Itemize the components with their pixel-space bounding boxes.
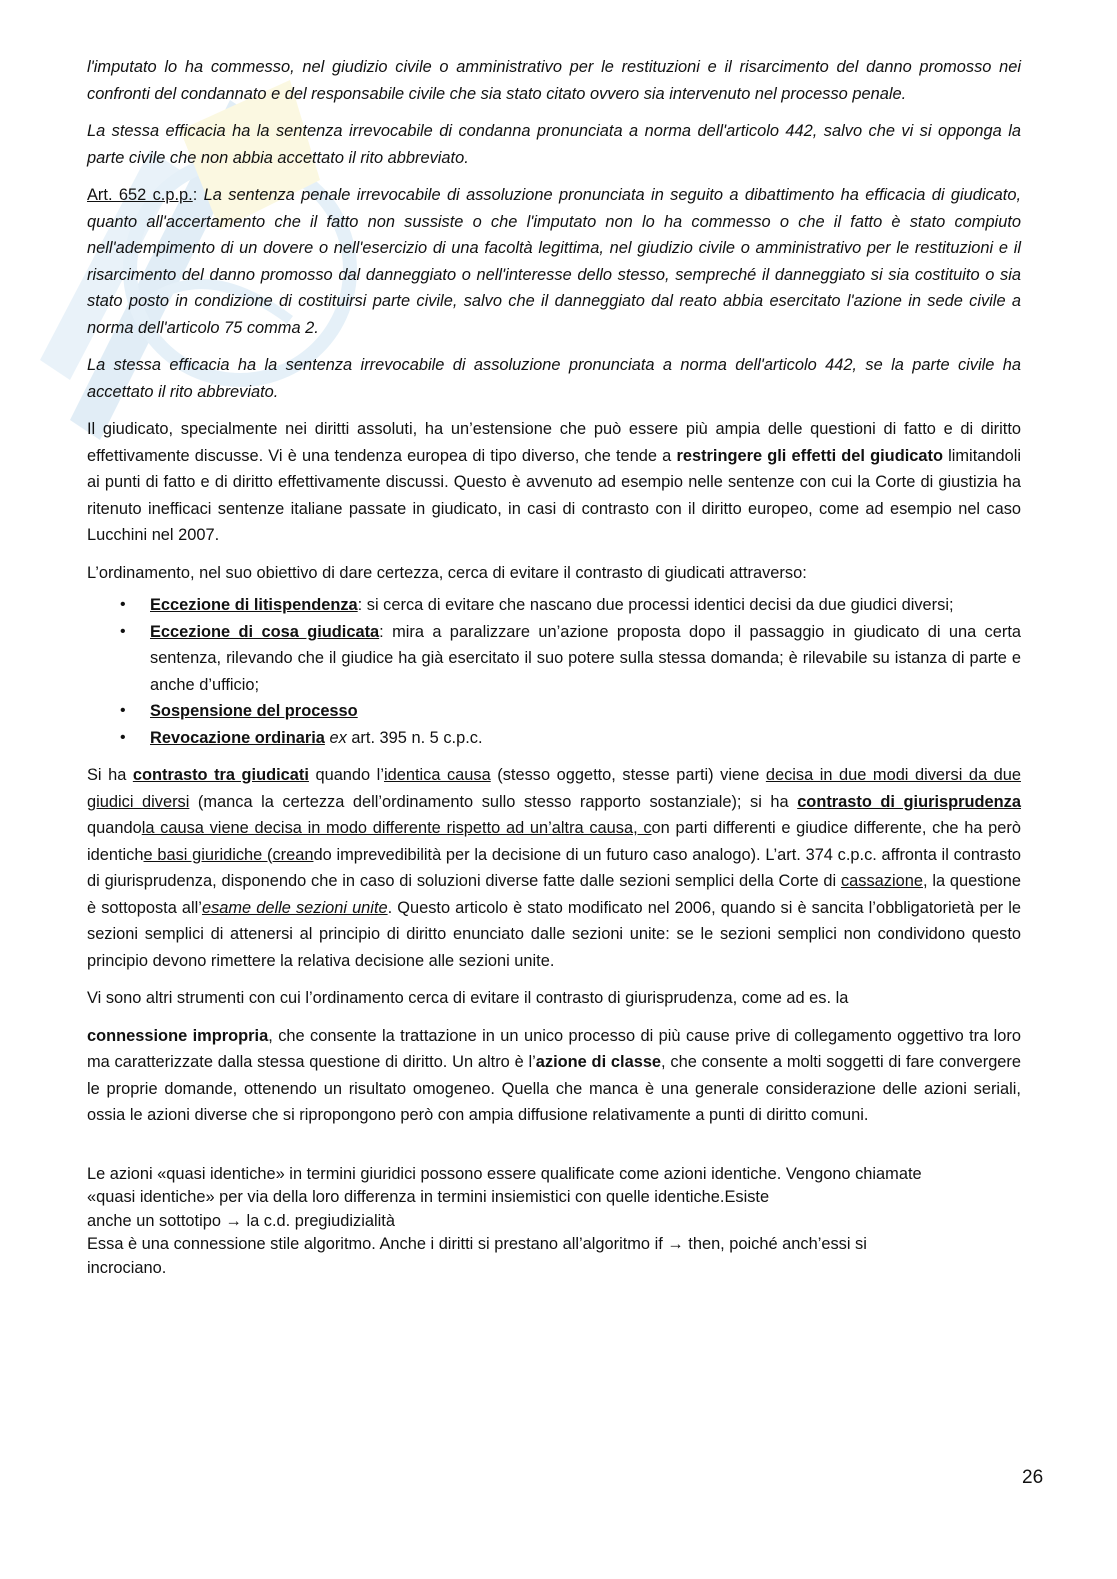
text-run: , la questione è sottoposta all’ (87, 872, 1021, 917)
bullet-list (87, 592, 1021, 751)
paragraph-art-652 (87, 182, 1021, 341)
page-number: 26 (1022, 1467, 1044, 1488)
text-run: quando (87, 819, 142, 837)
blank-spacer (87, 1129, 1021, 1163)
bold-term: restringere gli effetti del giudicato (676, 446, 943, 465)
bullet-icon: • (120, 596, 126, 613)
bullet-text: : mira a paralizzare un’azione proposta dopo il passaggio in giudicato di una certa sentenza, rilevando che il giudice ha già esercitato il suo potere sulla stessa domanda; è rilevabile su istanza di parte e anche d’ufficio; (150, 622, 1021, 694)
bold-term: connessione impropria (87, 1026, 269, 1045)
text-run: (stesso oggetto, stesse parti) viene (490, 766, 766, 784)
text-run: limitandoli ai punti di fatto e di diritto effettivamente discussi. Questo è avvenuto ad esempio nelle sentenze con cui la Corte di giustizia ha ritenuto inefficaci sentenze italiane passate in giudicato, in casi di contrasto con il diritto europeo, come ad esempio nel caso Lucchini nel 2007. (87, 446, 1021, 544)
list-item (87, 619, 1021, 699)
bullet-icon: • (120, 702, 126, 719)
paragraph-strumenti: Vi sono altri strumenti con cui l’ordinamento cerca di evitare il contrasto di giurisprudenza, come ad es. la (87, 989, 849, 1007)
bullet-term: Eccezione di litispendenza (150, 596, 358, 614)
text-run: on parti differenti e giudice differente, che ha però identich (87, 819, 1021, 864)
text-line: Essa è una connessione stile algoritmo. Anche i diritti si prestano all’algoritmo if → then, poiché anch’essi si (87, 1235, 867, 1253)
list-item (87, 698, 1021, 725)
article-separator: : (192, 186, 204, 204)
text-run: , che consente a molti soggetti di fare convergere le proprie domande, ottenendo un risultato omogeneo. Quella che manca è una generale considerazione delle azioni seriali, ossia le azioni diverse che si ripropongono però con ampia diffusione relativamente a punti di diritto comuni. (87, 1053, 1021, 1124)
bullet-icon: • (120, 728, 126, 746)
text-line: «quasi identiche» per via della loro differenza in termini insiemistici con quelle identiche.Esiste (87, 1188, 770, 1206)
bullet-text: : si cerca di evitare che nascano due processi identici decisi da due giudici diversi; (357, 596, 954, 614)
paragraph-italic-3: La stessa efficacia ha la sentenza irrevocabile di assoluzione pronunciata a norma dell'articolo 442, se la parte civile ha accettato il rito abbreviato. (87, 356, 1021, 401)
article-text: La sentenza penale irrevocabile di assoluzione pronunciata in seguito a dibattimento ha efficacia di giudicato, quanto all'accertamento che il fatto non sussiste o che l'imputato non lo ha commesso o che il fatto è stato compiuto nell'adempimento di un dovere o nell'esercizio di una facoltà legittima, nel giudizio civile o amministrativo per le restituzioni e il risarcimento del danno promosso dal danneggiato o nell'interesse dello stesso, sempreché il danneggiato si sia costituito o sia stato posto in condizione di costituirsi parte civile, salvo che il danneggiato dal reato abbia esercitato l'azione in sede civile a norma dell'articolo 75 comma 2. (87, 186, 1021, 337)
italic-underlined-term: esame delle sezioni unite (201, 898, 388, 917)
text-run: . Questo articolo è stato modificato nel 2006, quando si è sancita l’obbligatorietà per le sezioni semplici di attenersi al principio di diritto enunciato dalle sezioni unite: se le sezioni semplici non condividono questo principio devono rimettere la relativa decisione alle sezioni unite. (87, 898, 1021, 970)
text-run: Si ha (87, 766, 133, 784)
underlined-term: la causa viene decisa in modo differente rispetto ad un’altra causa, c (141, 819, 652, 837)
underlined-term: identica causa (383, 766, 491, 784)
paragraph-contrasto (87, 762, 1021, 974)
text-line: anche un sottotipo → la c.d. pregiudizialità (87, 1211, 395, 1230)
paragraph-giudicato (87, 416, 1021, 549)
text-run: (manca la certezza dell’ordinamento sullo stesso rapporto sostanziale); si ha (189, 792, 798, 811)
text-line: incrociano. (87, 1258, 167, 1277)
bold-term: azione di classe (535, 1053, 662, 1071)
underlined-term: decisa in due modi diversi da due giudici diversi (87, 766, 1021, 811)
text-line: Le azioni «quasi identiche» in termini giuridici possono essere qualificate come azioni identiche. Vengono chiamate (87, 1164, 922, 1183)
document-body (87, 54, 1021, 1280)
bullet-italic: ex (329, 728, 347, 747)
bullet-term: Sospensione del processo (150, 702, 358, 720)
bullet-text: art. 395 n. 5 c.p.c. (346, 728, 483, 747)
bullet-icon: • (120, 622, 126, 640)
bold-term: contrasto tra giudicati (132, 766, 309, 784)
list-item (87, 592, 1021, 619)
bullet-term: Revocazione ordinaria (150, 728, 325, 747)
bullet-term: Eccezione di cosa giudicata (150, 622, 380, 641)
text-run: Il giudicato, specialmente nei diritti assoluti, ha un’estensione che può essere più ampia delle questioni di fatto e di diritto effettivamente discusse. Vi è una tendenza europea di tipo diverso, che tende a (87, 420, 1021, 465)
paragraph-italic-2: La stessa efficacia ha la sentenza irrevocabile di condanna pronunciata a norma dell'articolo 442, salvo che vi si opponga la parte civile che non abbia accettato il rito abbreviato. (87, 122, 1021, 167)
underlined-term: e basi giuridiche (crean (143, 845, 314, 864)
paragraph-connessione (87, 1023, 1021, 1129)
article-reference: Art. 652 c.p.p. (87, 186, 193, 204)
paragraph-ordinamento: L’ordinamento, nel suo obiettivo di dare certezza, cerca di evitare il contrasto di giudicati attraverso: (87, 563, 807, 582)
paragraph-quasi-identiche (87, 1163, 1021, 1281)
underlined-term: cassazione (840, 872, 923, 890)
bold-term: contrasto di giurisprudenza (797, 792, 1021, 811)
text-run: , che consente la trattazione in un unico processo di più cause prive di collegamento oggettivo tra loro ma caratterizzate dalla stessa questione di diritto. Un altro è l’ (87, 1026, 1021, 1071)
text-run: do imprevedibilità per la decisione di un futuro caso analogo). L’art. 374 c.p.c. affronta il contrasto di giurisprudenza, disponendo che in caso di soluzioni diverse fatte dalle sezioni semplici della Corte di (87, 845, 1021, 890)
text-run: quando l’ (308, 766, 384, 784)
list-item (87, 725, 1021, 752)
paragraph-italic-1: l'imputato lo ha commesso, nel giudizio civile o amministrativo per le restituzioni e il risarcimento del danno promosso nei confronti del condannato e del responsabile civile che sia stato citato ovvero sia intervenuto nel processo penale. (87, 58, 1021, 103)
